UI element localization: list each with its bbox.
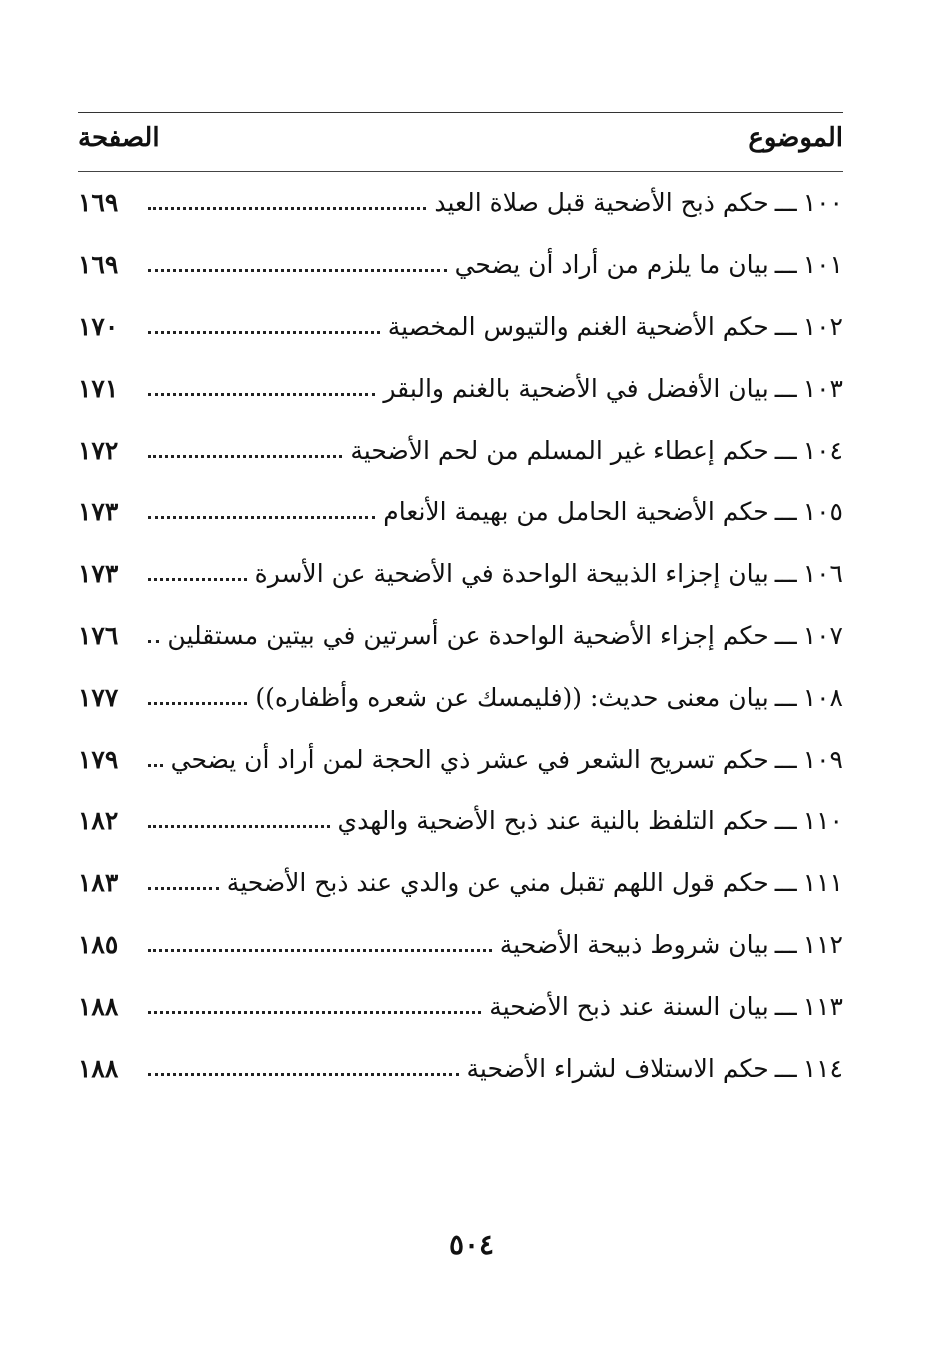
toc-entry [78, 666, 843, 728]
entry-dash: ـــ [774, 806, 797, 836]
dot-leader [148, 516, 375, 519]
toc-entry [78, 728, 843, 790]
entry-dash: ـــ [774, 435, 797, 465]
entry-page: ١٦٩ [78, 250, 119, 280]
toc-entry [78, 975, 843, 1037]
dot-leader [148, 949, 492, 952]
toc-entry [78, 481, 843, 543]
dot-leader [148, 269, 447, 272]
entry-dash: ـــ [774, 929, 797, 959]
entry-title: بيان شروط ذبيحة الأضحية [499, 929, 769, 959]
entry-page: ١٧٢ [78, 435, 119, 465]
entry-dash: ـــ [774, 1053, 797, 1083]
toc-entry [78, 914, 843, 976]
entry-title: حكم التلفظ بالنية عند ذبح الأضحية والهدي [337, 806, 769, 836]
entry-dash: ـــ [774, 744, 797, 774]
entry-title: حكم إعطاء غير المسلم من لحم الأضحية [350, 435, 769, 465]
entry-title: حكم الأضحية الغنم والتيوس المخصية [387, 311, 769, 341]
entry-number: ١٠١ [802, 250, 843, 280]
dot-leader [148, 331, 380, 334]
toc-entry [78, 605, 843, 667]
entry-dash: ـــ [774, 991, 797, 1021]
entry-number: ١٠٢ [802, 311, 843, 341]
entry-number: ١١١ [802, 868, 843, 898]
dot-leader [148, 207, 426, 210]
entry-dash: ـــ [774, 373, 797, 403]
entry-number: ١٠٥ [802, 497, 843, 527]
dot-leader [148, 887, 219, 890]
entry-page: ١٧٦ [78, 620, 119, 650]
toc-entry [78, 419, 843, 481]
entry-page: ١٧٣ [78, 497, 119, 527]
entry-title: حكم الاستلاف لشراء الأضحية [466, 1053, 769, 1083]
entry-title: بيان معنى حديث: ((فليمسك عن شعره وأظفاره)) [255, 682, 769, 712]
entry-number: ١٠٤ [802, 435, 843, 465]
entry-title: بيان إجزاء الذبيحة الواحدة في الأضحية عن الأسرة [254, 559, 769, 589]
entry-dash: ـــ [774, 620, 797, 650]
entry-title: بيان ما يلزم من أراد أن يضحي [454, 250, 769, 280]
entry-page: ١٧٠ [78, 311, 119, 341]
entry-number: ١١٣ [802, 991, 843, 1021]
entry-number: ١٠٦ [802, 559, 843, 589]
entry-title: بيان السنة عند ذبح الأضحية [489, 991, 769, 1021]
dot-leader [148, 455, 342, 458]
entry-page: ١٧١ [78, 373, 119, 403]
toc-entry [78, 852, 843, 914]
entry-dash: ـــ [774, 250, 797, 280]
dot-leader [148, 393, 375, 396]
entry-page: ١٧٩ [78, 744, 119, 774]
entry-title: حكم ذبح الأضحية قبل صلاة العيد [434, 188, 769, 218]
entry-number: ١٠٧ [802, 620, 843, 650]
entry-page: ١٨٥ [78, 929, 119, 959]
entry-dash: ـــ [774, 497, 797, 527]
entry-number: ١١٤ [802, 1053, 843, 1083]
entry-dash: ـــ [774, 188, 797, 218]
dot-leader [148, 1073, 459, 1076]
entry-title: حكم إجزاء الأضحية الواحدة عن أسرتين في بيتين مستقلين [167, 620, 769, 650]
entry-title: حكم تسريح الشعر في عشر ذي الحجة لمن أراد أن يضحي [170, 744, 769, 774]
entry-page: ١٨٨ [78, 991, 119, 1021]
dot-leader [148, 1011, 481, 1014]
toc-entry [78, 234, 843, 296]
toc-entries [78, 172, 843, 1099]
entry-page: ١٧٧ [78, 682, 119, 712]
entry-number: ١٠٠ [802, 188, 843, 218]
topic-column-heading: الموضوع [748, 123, 843, 153]
entry-dash: ـــ [774, 682, 797, 712]
toc-entry [78, 172, 843, 234]
entry-number: ١١٠ [802, 806, 843, 836]
entry-title: حكم قول اللهم تقبل مني عن والدي عند ذبح الأضحية [226, 868, 769, 898]
dot-leader [148, 640, 159, 643]
entry-page: ١٨٣ [78, 868, 119, 898]
page-column-heading: الصفحة [78, 123, 160, 153]
toc-entry [78, 357, 843, 419]
entry-title: بيان الأفضل في الأضحية بالغنم والبقر [383, 373, 769, 403]
entry-number: ١٠٨ [802, 682, 843, 712]
dot-leader [148, 825, 330, 828]
entry-dash: ـــ [774, 311, 797, 341]
dot-leader [148, 578, 247, 581]
table-of-contents [78, 112, 843, 1099]
toc-header [78, 113, 843, 172]
toc-entry [78, 1037, 843, 1099]
entry-dash: ـــ [774, 868, 797, 898]
entry-dash: ـــ [774, 559, 797, 589]
dot-leader [148, 702, 247, 705]
entry-page: ١٧٣ [78, 559, 119, 589]
entry-number: ١٠٩ [802, 744, 843, 774]
entry-page: ١٦٩ [78, 188, 119, 218]
entry-page: ١٨٢ [78, 806, 119, 836]
toc-entry [78, 296, 843, 358]
entry-number: ١٠٣ [802, 373, 843, 403]
toc-entry [78, 790, 843, 852]
entry-page: ١٨٨ [78, 1053, 119, 1083]
entry-number: ١١٢ [802, 929, 843, 959]
dot-leader [148, 764, 163, 767]
entry-title: حكم الأضحية الحامل من بهيمة الأنعام [383, 497, 769, 527]
page-number: ٥٠٤ [448, 1228, 495, 1261]
toc-entry [78, 543, 843, 605]
